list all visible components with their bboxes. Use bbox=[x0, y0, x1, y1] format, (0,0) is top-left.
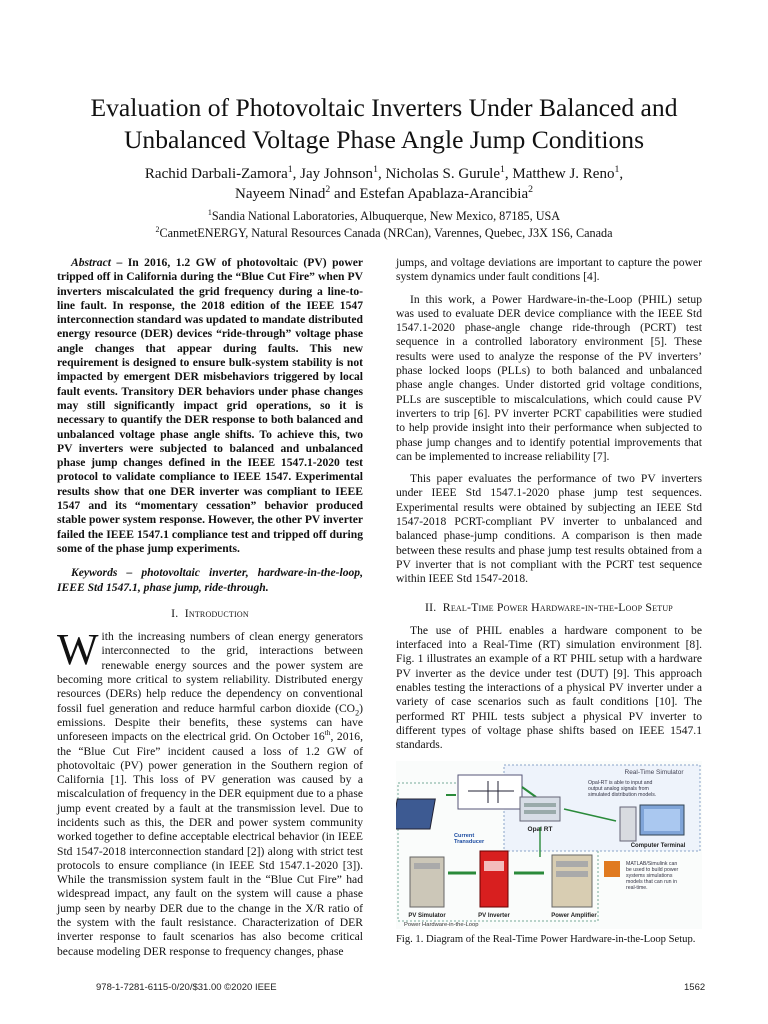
matlab-logo bbox=[604, 861, 620, 877]
pv-inverter-device bbox=[480, 851, 508, 907]
affiliation-text: CanmetENERGY, Natural Resources Canada (NRCan), Varennes, Quebec, J3X 1S6, Canada bbox=[159, 226, 613, 240]
author-separator: , bbox=[619, 166, 624, 182]
intro-text: ) emissions. Despite their benefits, these systems can have unforeseen impacts on the electrical grid. On October 16 bbox=[57, 701, 363, 744]
affiliations bbox=[40, 208, 728, 242]
affil-marker: 2 bbox=[155, 224, 160, 234]
author-line-2 bbox=[40, 184, 728, 204]
circuit-schematic bbox=[458, 775, 522, 809]
phil-diagram-svg bbox=[396, 761, 702, 929]
abstract bbox=[57, 256, 363, 556]
author-name: Nayeem Ninad bbox=[235, 186, 326, 202]
pv-simulator-label: PV Simulator bbox=[408, 912, 446, 919]
pv-inverter-display bbox=[484, 861, 504, 871]
opal-rt-slot bbox=[524, 803, 556, 807]
title-line-1: Evaluation of Photovoltaic Inverters Under Balanced and bbox=[90, 93, 678, 122]
page-number: 1562 bbox=[684, 982, 706, 993]
figure-caption: Fig. 1. Diagram of the Real-Time Power Hardware-in-the-Loop Setup. bbox=[396, 933, 696, 945]
rts-title: Real-Time Simulator bbox=[624, 768, 684, 776]
section-number: II. bbox=[425, 599, 437, 614]
abstract-text: – In 2016, 1.2 GW of photovoltaic (PV) power tripped off in California during the “Blue Cut Fire” when PV inverters miscalculated the grid frequency during a line-to-line fault. In response, the 2018 edition of the IEEE 1547 interconnection standard was updated to mandate distributed energy resource (DER) devices “ride-through” voltage phase angle changes that appear during faults. This new requirement is designed to ensure bulk-system stability is not impacted by emergent DER misbehaviors triggered by local fault events. Transitory DER behaviors under phase changes may still significantly impact grid operations, so it is necessary to quantify the DER response to both balanced and unbalanced voltage phase angle shifts. To achieve this, two PV inverters were subjected to balanced and unbalanced phase jump changes defined in the IEEE 1547.1-2020 test protocol to validate compliance to IEEE 1547. Experimental results show that one DER inverter was compliant to IEEE 1547 and its “momentary cessation” behavior produced stable power system response. However, the other PV inverter failed the IEEE 1547.1 compliance test and tripped off during some of the phase jump experiments. bbox=[57, 256, 363, 555]
affiliation-text: Sandia National Laboratories, Albuquerque, New Mexico, 87185, USA bbox=[211, 209, 561, 223]
affil-marker: 1 bbox=[207, 207, 212, 217]
paragraph: In this work, a Power Hardware-in-the-Loop (PHIL) setup was used to evaluate DER device compliance with the IEEE Std 1547.1-2020 phase-angle change ride-through (PCRT) test sequence in a controlled laboratory environment [5]. These results were used to analyze the response of the PV inverters’ phase locked loops (PLLs) to both balanced and unbalanced phase angle changes. Under distorted grid voltage conditions, PLLs are susceptible to miscalculations, which could cause PV inverters to trip [6]. PV inverter PCRT capabilities were studied to help provide insight into their performance when subjected to phase jump changes and to identify potential improvements that can be implemented to increase reliability [7]. bbox=[396, 292, 702, 463]
author-name: Rachid Darbali-Zamora bbox=[144, 166, 288, 182]
computer-tower bbox=[620, 807, 636, 841]
intro-text: , 2016, the “Blue Cut Fire” incident caused a loss of 1.2 GW of photovoltaic (PV) power generation in the Southern region of California [1]. This loss of PV generation was caused by a miscalculation of frequency in the DER equipment due to a phase jump event created by a fault at the transmission level. Due to incidents such as this, the DER and power system community worked together to define acceptable electrical behavior (in IEEE Std 1547-2018 interconnection standard [2]) along with strict test protocols to ensure compliance (in IEEE Std 1547.1-2020 [3]). While the transmission system fault in the “Blue Cut Fire” had widespread impact, any fault on the system will cause a phase jump seen by nearby DER due to the change in the X/R ratio of the system with the fault resistance. Characterization of DER inverter response to fault scenarios has also become critical because modeling DER response to frequency changes, phase bbox=[57, 730, 363, 958]
current-transducer-label: Current Transducer bbox=[454, 832, 485, 845]
section-heading-setup bbox=[396, 600, 702, 614]
intro-paragraph bbox=[57, 625, 363, 959]
paragraph: The use of PHIL enables a hardware component to be interfaced into a Real-Time (RT) simulation environment [8]. Fig. 1 illustrates an example of a RT PHIL setup with a hardware PV inverter as the device under test (DUT) [9]. This approach enables testing the interactions of a physical PV inverter under a variety of case scenarios such as fault conditions [10]. The performed RT PHIL tests subject a physical PV inverter to different types of voltage phase shifts based on IEEE 1547.1 standards. bbox=[396, 623, 702, 752]
computer-label: Computer Terminal bbox=[630, 842, 686, 849]
subscript: 2 bbox=[355, 707, 360, 717]
author-name: , Jay Johnson bbox=[292, 166, 374, 182]
intro-text: ith the increasing numbers of clean energy generators interconnected to the grid, interactions between renewable energy sources and the power system are becoming more critical to system reliability. Distributed energy resources (DERs) help reduce the dependency on conventional fossil fuel generation and reduce harmful carbon dioxide (CO bbox=[57, 630, 363, 715]
pv-inverter-label: PV Inverter bbox=[478, 912, 510, 919]
matlab-note: MATLAB/Simulink can be used to build power systems simulations models that can run in real-time. bbox=[626, 860, 679, 891]
author-line-1 bbox=[40, 164, 728, 184]
abstract-label: Abstract bbox=[71, 256, 111, 269]
phil-label: Power Hardware-in-the-Loop bbox=[404, 921, 479, 928]
pv-panel bbox=[396, 799, 435, 829]
affil-marker: 2 bbox=[325, 184, 331, 195]
author-name: and Estefan Apablaza-Arancibia bbox=[330, 186, 529, 202]
left-column bbox=[57, 256, 363, 959]
opal-note: Opal-RT is able to input and output analog signals from simulated distribution models. bbox=[588, 779, 657, 798]
section-number: I. bbox=[171, 605, 179, 620]
opal-rt-label: Opal RT bbox=[527, 825, 553, 833]
author-list bbox=[40, 164, 728, 204]
paper-title bbox=[40, 92, 728, 156]
title-line-2: Unbalanced Voltage Phase Angle Jump Conditions bbox=[123, 125, 645, 154]
affiliation-2 bbox=[40, 225, 728, 242]
superscript: th bbox=[324, 728, 331, 738]
affil-marker: 1 bbox=[614, 164, 620, 175]
section-heading-introduction bbox=[57, 606, 363, 620]
author-name: , Matthew J. Reno bbox=[504, 166, 615, 182]
drop-cap: W bbox=[57, 625, 99, 675]
paragraph: This paper evaluates the performance of two PV inverters under IEEE Std 1547.1-2020 phase jump test sequences. Experimental results were obtained by subjecting an IEEE Std 1547-2018 PCRT-compliant PV inverter to unbalanced and balanced phase-jump conditions. A comparison is then made between these results and phase jump test results obtained from a PV inverter that is not compliant with the PCRT test sequence within IEEE Std 1547-2018. bbox=[396, 472, 702, 586]
section-title: Real-Time Power Hardware-in-the-Loop Setup bbox=[442, 599, 673, 614]
affiliation-1 bbox=[40, 208, 728, 225]
opal-rt-device bbox=[520, 797, 560, 821]
amplifier-panel bbox=[556, 861, 588, 867]
amplifier-panel bbox=[556, 871, 588, 877]
affil-marker: 1 bbox=[500, 164, 505, 175]
affil-marker: 1 bbox=[287, 164, 293, 175]
figure-phil-diagram bbox=[396, 761, 702, 929]
keywords: Keywords – photovoltaic inverter, hardware-in-the-loop, IEEE Std 1547.1, phase jump, ride-through. bbox=[57, 566, 363, 594]
opal-rt-slot bbox=[524, 810, 556, 814]
paragraph: jumps, and voltage deviations are important to capture the power system dynamics under fault conditions [4]. bbox=[396, 256, 702, 284]
footer-copyright: 978-1-7281-6115-0/20/$31.00 ©2020 IEEE bbox=[96, 982, 277, 993]
monitor-screen bbox=[644, 809, 680, 831]
section-title: Introduction bbox=[184, 605, 249, 620]
pv-simulator-panel bbox=[414, 863, 440, 869]
affil-marker: 2 bbox=[528, 184, 533, 195]
author-name: , Nicholas S. Gurule bbox=[377, 166, 501, 182]
power-amplifier-label: Power Amplifier bbox=[551, 912, 597, 919]
right-column bbox=[396, 256, 702, 947]
affil-marker: 1 bbox=[373, 164, 378, 175]
